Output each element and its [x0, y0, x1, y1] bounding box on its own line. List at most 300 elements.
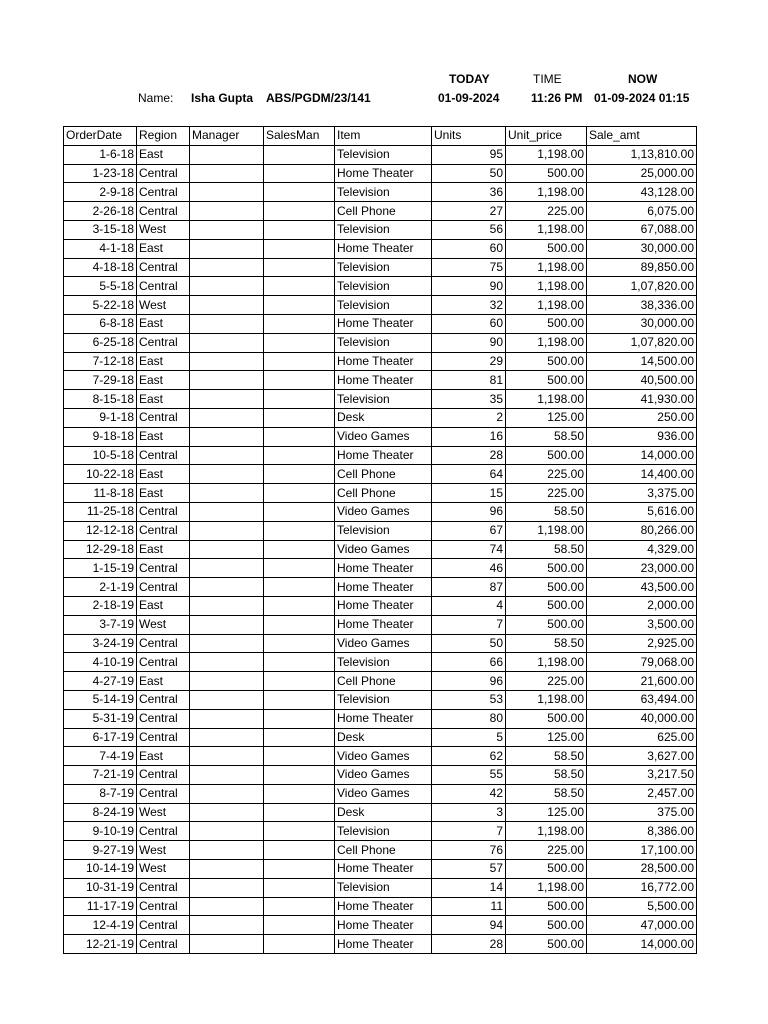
units-cell[interactable]: 46 [432, 559, 506, 578]
units-cell[interactable]: 14 [432, 878, 506, 897]
salesman-cell[interactable] [264, 164, 335, 183]
region-cell[interactable]: Central [137, 277, 190, 296]
order-date-cell[interactable]: 8-15-18 [64, 390, 137, 409]
manager-cell[interactable] [190, 296, 264, 315]
order-date-cell[interactable]: 3-7-19 [64, 615, 137, 634]
salesman-cell[interactable] [264, 878, 335, 897]
manager-cell[interactable] [190, 728, 264, 747]
item-cell[interactable]: Home Theater [335, 559, 432, 578]
units-cell[interactable]: 35 [432, 390, 506, 409]
sale-amt-cell[interactable]: 5,500.00 [587, 897, 697, 916]
region-cell[interactable]: Central [137, 559, 190, 578]
sale-amt-cell[interactable]: 5,616.00 [587, 502, 697, 521]
manager-cell[interactable] [190, 803, 264, 822]
salesman-cell[interactable] [264, 841, 335, 860]
units-cell[interactable]: 60 [432, 239, 506, 258]
region-cell[interactable]: Central [137, 333, 190, 352]
salesman-cell[interactable] [264, 634, 335, 653]
salesman-cell[interactable] [264, 615, 335, 634]
unit-price-cell[interactable]: 500.00 [506, 897, 587, 916]
unit-price-cell[interactable]: 500.00 [506, 615, 587, 634]
unit-price-cell[interactable]: 1,198.00 [506, 145, 587, 164]
sale-amt-cell[interactable]: 2,925.00 [587, 634, 697, 653]
unit-price-cell[interactable]: 500.00 [506, 596, 587, 615]
manager-cell[interactable] [190, 615, 264, 634]
sale-amt-cell[interactable]: 14,400.00 [587, 465, 697, 484]
sale-amt-cell[interactable]: 2,457.00 [587, 784, 697, 803]
manager-cell[interactable] [190, 878, 264, 897]
item-cell[interactable]: Cell Phone [335, 202, 432, 221]
col-header-orderdate[interactable]: OrderDate [64, 127, 137, 146]
region-cell[interactable]: Central [137, 408, 190, 427]
unit-price-cell[interactable]: 58.50 [506, 502, 587, 521]
salesman-cell[interactable] [264, 897, 335, 916]
item-cell[interactable]: Home Theater [335, 935, 432, 954]
sale-amt-cell[interactable]: 16,772.00 [587, 878, 697, 897]
units-cell[interactable]: 5 [432, 728, 506, 747]
unit-price-cell[interactable]: 500.00 [506, 446, 587, 465]
unit-price-cell[interactable]: 58.50 [506, 540, 587, 559]
sale-amt-cell[interactable]: 3,500.00 [587, 615, 697, 634]
units-cell[interactable]: 15 [432, 484, 506, 503]
unit-price-cell[interactable]: 500.00 [506, 578, 587, 597]
order-date-cell[interactable]: 3-24-19 [64, 634, 137, 653]
region-cell[interactable]: Central [137, 766, 190, 785]
manager-cell[interactable] [190, 784, 264, 803]
manager-cell[interactable] [190, 408, 264, 427]
order-date-cell[interactable]: 12-21-19 [64, 935, 137, 954]
sale-amt-cell[interactable]: 936.00 [587, 427, 697, 446]
item-cell[interactable]: Home Theater [335, 709, 432, 728]
units-cell[interactable]: 16 [432, 427, 506, 446]
unit-price-cell[interactable]: 125.00 [506, 803, 587, 822]
order-date-cell[interactable]: 4-18-18 [64, 258, 137, 277]
salesman-cell[interactable] [264, 540, 335, 559]
order-date-cell[interactable]: 1-6-18 [64, 145, 137, 164]
units-cell[interactable]: 87 [432, 578, 506, 597]
region-cell[interactable]: East [137, 596, 190, 615]
unit-price-cell[interactable]: 1,198.00 [506, 690, 587, 709]
units-cell[interactable]: 55 [432, 766, 506, 785]
units-cell[interactable]: 3 [432, 803, 506, 822]
units-cell[interactable]: 28 [432, 935, 506, 954]
sale-amt-cell[interactable]: 1,13,810.00 [587, 145, 697, 164]
unit-price-cell[interactable]: 225.00 [506, 841, 587, 860]
salesman-cell[interactable] [264, 822, 335, 841]
manager-cell[interactable] [190, 427, 264, 446]
manager-cell[interactable] [190, 183, 264, 202]
item-cell[interactable]: Television [335, 878, 432, 897]
units-cell[interactable]: 67 [432, 521, 506, 540]
item-cell[interactable]: Home Theater [335, 860, 432, 879]
manager-cell[interactable] [190, 672, 264, 691]
unit-price-cell[interactable]: 1,198.00 [506, 521, 587, 540]
sale-amt-cell[interactable]: 23,000.00 [587, 559, 697, 578]
units-cell[interactable]: 90 [432, 333, 506, 352]
salesman-cell[interactable] [264, 427, 335, 446]
item-cell[interactable]: Home Theater [335, 615, 432, 634]
units-cell[interactable]: 76 [432, 841, 506, 860]
salesman-cell[interactable] [264, 690, 335, 709]
item-cell[interactable]: Home Theater [335, 596, 432, 615]
salesman-cell[interactable] [264, 202, 335, 221]
order-date-cell[interactable]: 9-27-19 [64, 841, 137, 860]
sale-amt-cell[interactable]: 40,000.00 [587, 709, 697, 728]
item-cell[interactable]: Cell Phone [335, 465, 432, 484]
salesman-cell[interactable] [264, 408, 335, 427]
region-cell[interactable]: East [137, 747, 190, 766]
salesman-cell[interactable] [264, 502, 335, 521]
region-cell[interactable]: Central [137, 521, 190, 540]
order-date-cell[interactable]: 12-4-19 [64, 916, 137, 935]
sale-amt-cell[interactable]: 4,329.00 [587, 540, 697, 559]
region-cell[interactable]: Central [137, 202, 190, 221]
col-header-units[interactable]: Units [432, 127, 506, 146]
item-cell[interactable]: Television [335, 258, 432, 277]
order-date-cell[interactable]: 12-12-18 [64, 521, 137, 540]
region-cell[interactable]: East [137, 540, 190, 559]
sale-amt-cell[interactable]: 30,000.00 [587, 239, 697, 258]
sale-amt-cell[interactable]: 47,000.00 [587, 916, 697, 935]
col-header-sale-amt[interactable]: Sale_amt [587, 127, 697, 146]
region-cell[interactable]: Central [137, 446, 190, 465]
unit-price-cell[interactable]: 225.00 [506, 484, 587, 503]
units-cell[interactable]: 7 [432, 615, 506, 634]
order-date-cell[interactable]: 8-24-19 [64, 803, 137, 822]
sale-amt-cell[interactable]: 63,494.00 [587, 690, 697, 709]
manager-cell[interactable] [190, 352, 264, 371]
order-date-cell[interactable]: 4-10-19 [64, 653, 137, 672]
salesman-cell[interactable] [264, 935, 335, 954]
region-cell[interactable]: East [137, 484, 190, 503]
region-cell[interactable]: West [137, 841, 190, 860]
order-date-cell[interactable]: 8-7-19 [64, 784, 137, 803]
order-date-cell[interactable]: 10-31-19 [64, 878, 137, 897]
salesman-cell[interactable] [264, 239, 335, 258]
order-date-cell[interactable]: 7-12-18 [64, 352, 137, 371]
sale-amt-cell[interactable]: 25,000.00 [587, 164, 697, 183]
order-date-cell[interactable]: 5-22-18 [64, 296, 137, 315]
units-cell[interactable]: 60 [432, 314, 506, 333]
units-cell[interactable]: 32 [432, 296, 506, 315]
manager-cell[interactable] [190, 465, 264, 484]
salesman-cell[interactable] [264, 860, 335, 879]
salesman-cell[interactable] [264, 277, 335, 296]
salesman-cell[interactable] [264, 803, 335, 822]
manager-cell[interactable] [190, 653, 264, 672]
item-cell[interactable]: Home Theater [335, 446, 432, 465]
salesman-cell[interactable] [264, 578, 335, 597]
sale-amt-cell[interactable]: 625.00 [587, 728, 697, 747]
region-cell[interactable]: East [137, 371, 190, 390]
manager-cell[interactable] [190, 634, 264, 653]
salesman-cell[interactable] [264, 728, 335, 747]
region-cell[interactable]: Central [137, 258, 190, 277]
sale-amt-cell[interactable]: 38,336.00 [587, 296, 697, 315]
units-cell[interactable]: 94 [432, 916, 506, 935]
unit-price-cell[interactable]: 1,198.00 [506, 220, 587, 239]
item-cell[interactable]: Television [335, 521, 432, 540]
units-cell[interactable]: 29 [432, 352, 506, 371]
region-cell[interactable]: Central [137, 935, 190, 954]
unit-price-cell[interactable]: 500.00 [506, 164, 587, 183]
salesman-cell[interactable] [264, 446, 335, 465]
order-date-cell[interactable]: 2-1-19 [64, 578, 137, 597]
unit-price-cell[interactable]: 1,198.00 [506, 183, 587, 202]
salesman-cell[interactable] [264, 784, 335, 803]
unit-price-cell[interactable]: 500.00 [506, 314, 587, 333]
unit-price-cell[interactable]: 1,198.00 [506, 822, 587, 841]
manager-cell[interactable] [190, 540, 264, 559]
col-header-manager[interactable]: Manager [190, 127, 264, 146]
salesman-cell[interactable] [264, 371, 335, 390]
item-cell[interactable]: Desk [335, 803, 432, 822]
item-cell[interactable]: Television [335, 822, 432, 841]
sale-amt-cell[interactable]: 28,500.00 [587, 860, 697, 879]
order-date-cell[interactable]: 4-27-19 [64, 672, 137, 691]
sale-amt-cell[interactable]: 80,266.00 [587, 521, 697, 540]
region-cell[interactable]: East [137, 672, 190, 691]
sale-amt-cell[interactable]: 14,500.00 [587, 352, 697, 371]
unit-price-cell[interactable]: 58.50 [506, 766, 587, 785]
units-cell[interactable]: 56 [432, 220, 506, 239]
manager-cell[interactable] [190, 747, 264, 766]
region-cell[interactable]: Central [137, 634, 190, 653]
units-cell[interactable]: 27 [432, 202, 506, 221]
manager-cell[interactable] [190, 935, 264, 954]
item-cell[interactable]: Television [335, 690, 432, 709]
order-date-cell[interactable]: 10-5-18 [64, 446, 137, 465]
region-cell[interactable]: Central [137, 822, 190, 841]
sale-amt-cell[interactable]: 21,600.00 [587, 672, 697, 691]
salesman-cell[interactable] [264, 390, 335, 409]
manager-cell[interactable] [190, 860, 264, 879]
sale-amt-cell[interactable]: 8,386.00 [587, 822, 697, 841]
sale-amt-cell[interactable]: 14,000.00 [587, 446, 697, 465]
unit-price-cell[interactable]: 1,198.00 [506, 258, 587, 277]
salesman-cell[interactable] [264, 747, 335, 766]
manager-cell[interactable] [190, 446, 264, 465]
sale-amt-cell[interactable]: 14,000.00 [587, 935, 697, 954]
region-cell[interactable]: Central [137, 728, 190, 747]
unit-price-cell[interactable]: 1,198.00 [506, 296, 587, 315]
item-cell[interactable]: Television [335, 183, 432, 202]
units-cell[interactable]: 62 [432, 747, 506, 766]
salesman-cell[interactable] [264, 333, 335, 352]
item-cell[interactable]: Home Theater [335, 352, 432, 371]
col-header-region[interactable]: Region [137, 127, 190, 146]
units-cell[interactable]: 50 [432, 164, 506, 183]
order-date-cell[interactable]: 10-22-18 [64, 465, 137, 484]
item-cell[interactable]: Home Theater [335, 578, 432, 597]
unit-price-cell[interactable]: 500.00 [506, 860, 587, 879]
sale-amt-cell[interactable]: 3,627.00 [587, 747, 697, 766]
manager-cell[interactable] [190, 239, 264, 258]
region-cell[interactable]: Central [137, 878, 190, 897]
salesman-cell[interactable] [264, 352, 335, 371]
order-date-cell[interactable]: 9-18-18 [64, 427, 137, 446]
region-cell[interactable]: Central [137, 653, 190, 672]
order-date-cell[interactable]: 5-5-18 [64, 277, 137, 296]
order-date-cell[interactable]: 11-17-19 [64, 897, 137, 916]
salesman-cell[interactable] [264, 258, 335, 277]
units-cell[interactable]: 36 [432, 183, 506, 202]
salesman-cell[interactable] [264, 559, 335, 578]
order-date-cell[interactable]: 6-8-18 [64, 314, 137, 333]
unit-price-cell[interactable]: 1,198.00 [506, 653, 587, 672]
region-cell[interactable]: West [137, 860, 190, 879]
sale-amt-cell[interactable]: 89,850.00 [587, 258, 697, 277]
salesman-cell[interactable] [264, 916, 335, 935]
salesman-cell[interactable] [264, 653, 335, 672]
manager-cell[interactable] [190, 314, 264, 333]
order-date-cell[interactable]: 12-29-18 [64, 540, 137, 559]
units-cell[interactable]: 4 [432, 596, 506, 615]
sale-amt-cell[interactable]: 40,500.00 [587, 371, 697, 390]
unit-price-cell[interactable]: 58.50 [506, 784, 587, 803]
units-cell[interactable]: 50 [432, 634, 506, 653]
unit-price-cell[interactable]: 58.50 [506, 747, 587, 766]
sale-amt-cell[interactable]: 3,217.50 [587, 766, 697, 785]
units-cell[interactable]: 95 [432, 145, 506, 164]
unit-price-cell[interactable]: 125.00 [506, 408, 587, 427]
unit-price-cell[interactable]: 500.00 [506, 916, 587, 935]
item-cell[interactable]: Cell Phone [335, 484, 432, 503]
item-cell[interactable]: Home Theater [335, 371, 432, 390]
manager-cell[interactable] [190, 277, 264, 296]
sale-amt-cell[interactable]: 1,07,820.00 [587, 277, 697, 296]
order-date-cell[interactable]: 10-14-19 [64, 860, 137, 879]
unit-price-cell[interactable]: 1,198.00 [506, 878, 587, 897]
units-cell[interactable]: 81 [432, 371, 506, 390]
sale-amt-cell[interactable]: 2,000.00 [587, 596, 697, 615]
order-date-cell[interactable]: 9-1-18 [64, 408, 137, 427]
salesman-cell[interactable] [264, 296, 335, 315]
region-cell[interactable]: Central [137, 709, 190, 728]
order-date-cell[interactable]: 7-29-18 [64, 371, 137, 390]
manager-cell[interactable] [190, 897, 264, 916]
region-cell[interactable]: East [137, 465, 190, 484]
salesman-cell[interactable] [264, 183, 335, 202]
manager-cell[interactable] [190, 202, 264, 221]
region-cell[interactable]: East [137, 427, 190, 446]
unit-price-cell[interactable]: 225.00 [506, 202, 587, 221]
item-cell[interactable]: Home Theater [335, 164, 432, 183]
region-cell[interactable]: East [137, 145, 190, 164]
region-cell[interactable]: Central [137, 502, 190, 521]
unit-price-cell[interactable]: 1,198.00 [506, 333, 587, 352]
order-date-cell[interactable]: 9-10-19 [64, 822, 137, 841]
sale-amt-cell[interactable]: 17,100.00 [587, 841, 697, 860]
col-header-unit-price[interactable]: Unit_price [506, 127, 587, 146]
units-cell[interactable]: 75 [432, 258, 506, 277]
unit-price-cell[interactable]: 1,198.00 [506, 390, 587, 409]
item-cell[interactable]: Television [335, 296, 432, 315]
unit-price-cell[interactable]: 500.00 [506, 371, 587, 390]
units-cell[interactable]: 11 [432, 897, 506, 916]
salesman-cell[interactable] [264, 672, 335, 691]
sale-amt-cell[interactable]: 1,07,820.00 [587, 333, 697, 352]
unit-price-cell[interactable]: 500.00 [506, 935, 587, 954]
manager-cell[interactable] [190, 916, 264, 935]
region-cell[interactable]: Central [137, 690, 190, 709]
unit-price-cell[interactable]: 500.00 [506, 559, 587, 578]
item-cell[interactable]: Television [335, 390, 432, 409]
sale-amt-cell[interactable]: 43,128.00 [587, 183, 697, 202]
item-cell[interactable]: Cell Phone [335, 841, 432, 860]
manager-cell[interactable] [190, 822, 264, 841]
item-cell[interactable]: Television [335, 653, 432, 672]
order-date-cell[interactable]: 5-14-19 [64, 690, 137, 709]
unit-price-cell[interactable]: 58.50 [506, 427, 587, 446]
manager-cell[interactable] [190, 521, 264, 540]
manager-cell[interactable] [190, 164, 264, 183]
unit-price-cell[interactable]: 225.00 [506, 672, 587, 691]
manager-cell[interactable] [190, 559, 264, 578]
sale-amt-cell[interactable]: 3,375.00 [587, 484, 697, 503]
region-cell[interactable]: West [137, 803, 190, 822]
order-date-cell[interactable]: 2-9-18 [64, 183, 137, 202]
salesman-cell[interactable] [264, 596, 335, 615]
manager-cell[interactable] [190, 145, 264, 164]
units-cell[interactable]: 7 [432, 822, 506, 841]
units-cell[interactable]: 64 [432, 465, 506, 484]
manager-cell[interactable] [190, 841, 264, 860]
units-cell[interactable]: 96 [432, 502, 506, 521]
item-cell[interactable]: Home Theater [335, 239, 432, 258]
region-cell[interactable]: Central [137, 164, 190, 183]
order-date-cell[interactable]: 4-1-18 [64, 239, 137, 258]
units-cell[interactable]: 96 [432, 672, 506, 691]
manager-cell[interactable] [190, 502, 264, 521]
item-cell[interactable]: Video Games [335, 502, 432, 521]
unit-price-cell[interactable]: 500.00 [506, 239, 587, 258]
manager-cell[interactable] [190, 371, 264, 390]
salesman-cell[interactable] [264, 709, 335, 728]
salesman-cell[interactable] [264, 521, 335, 540]
sale-amt-cell[interactable]: 250.00 [587, 408, 697, 427]
units-cell[interactable]: 74 [432, 540, 506, 559]
order-date-cell[interactable]: 11-25-18 [64, 502, 137, 521]
order-date-cell[interactable]: 7-4-19 [64, 747, 137, 766]
manager-cell[interactable] [190, 596, 264, 615]
region-cell[interactable]: Central [137, 183, 190, 202]
units-cell[interactable]: 57 [432, 860, 506, 879]
item-cell[interactable]: Television [335, 333, 432, 352]
salesman-cell[interactable] [264, 220, 335, 239]
units-cell[interactable]: 42 [432, 784, 506, 803]
salesman-cell[interactable] [264, 145, 335, 164]
region-cell[interactable]: West [137, 296, 190, 315]
order-date-cell[interactable]: 6-17-19 [64, 728, 137, 747]
item-cell[interactable]: Video Games [335, 784, 432, 803]
units-cell[interactable]: 90 [432, 277, 506, 296]
order-date-cell[interactable]: 7-21-19 [64, 766, 137, 785]
sale-amt-cell[interactable]: 375.00 [587, 803, 697, 822]
order-date-cell[interactable]: 2-18-19 [64, 596, 137, 615]
region-cell[interactable]: East [137, 314, 190, 333]
manager-cell[interactable] [190, 333, 264, 352]
order-date-cell[interactable]: 1-23-18 [64, 164, 137, 183]
item-cell[interactable]: Television [335, 220, 432, 239]
sale-amt-cell[interactable]: 30,000.00 [587, 314, 697, 333]
item-cell[interactable]: Television [335, 277, 432, 296]
sale-amt-cell[interactable]: 43,500.00 [587, 578, 697, 597]
region-cell[interactable]: East [137, 239, 190, 258]
col-header-item[interactable]: Item [335, 127, 432, 146]
region-cell[interactable]: Central [137, 784, 190, 803]
region-cell[interactable]: West [137, 220, 190, 239]
